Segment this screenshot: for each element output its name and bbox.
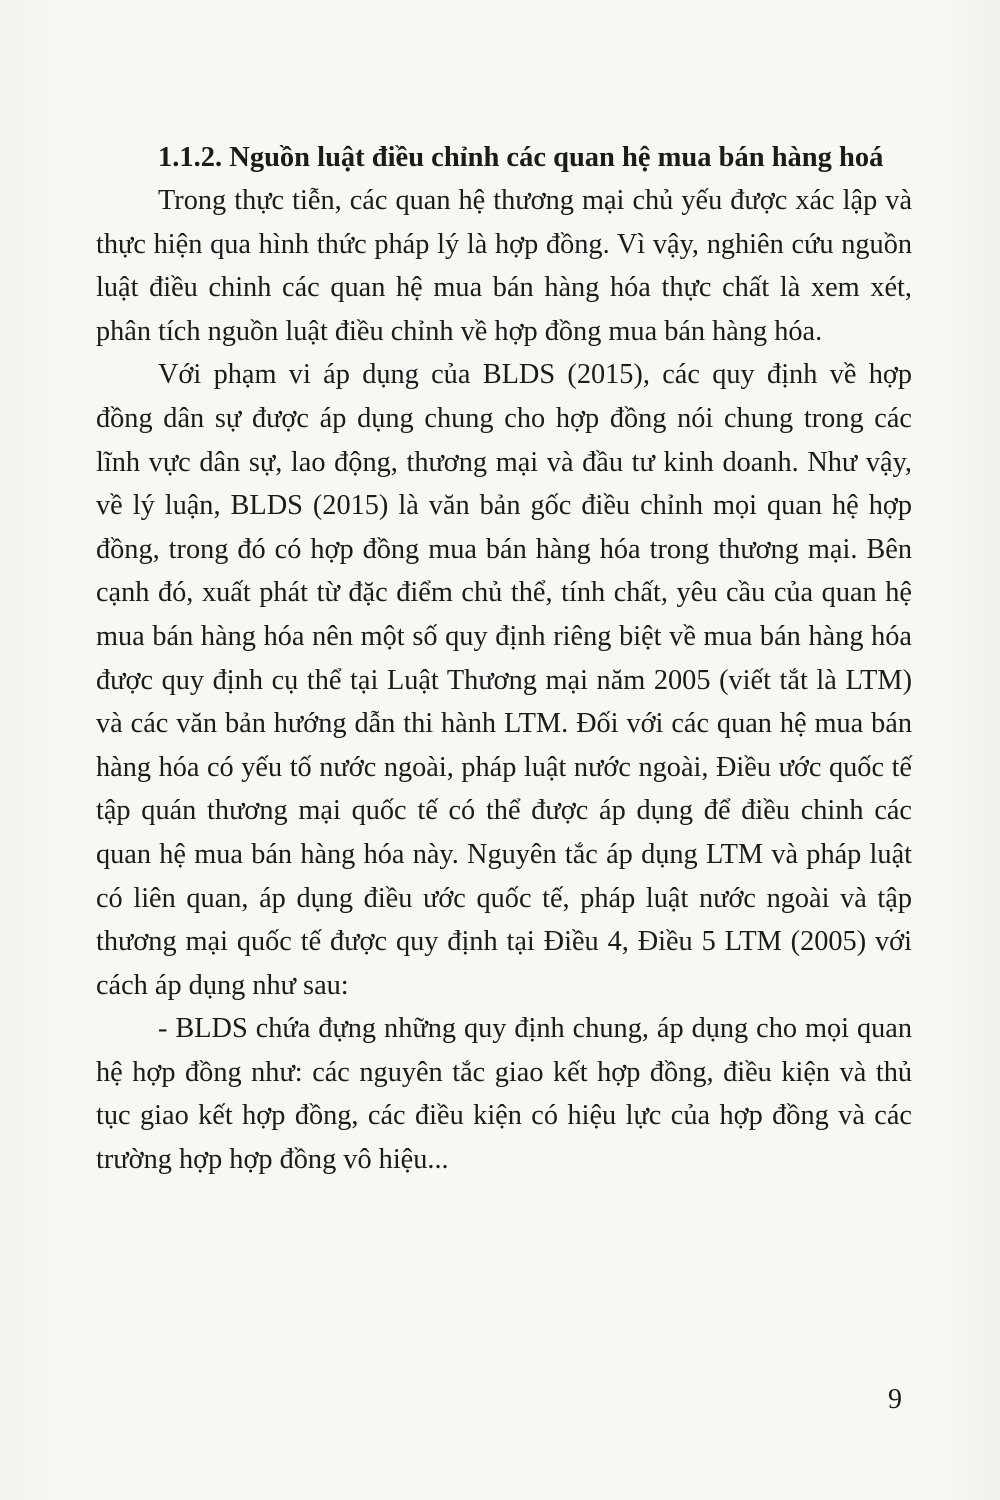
section-heading: 1.1.2. Nguồn luật điều chỉnh các quan hệ mua bán hàng hoá xyxy=(158,142,884,173)
page-body xyxy=(96,136,912,1182)
paragraph-2: Với phạm vi áp dụng của BLDS (2015), các quy định về hợp đồng dân sự được áp dụng chung cho hợp đồng nói chung trong các lĩnh vực dân sự, lao động, thương mại và đầu tư kinh doanh. Như vậy, về lý luận, BLDS (2015) là văn bản gốc điều chỉnh mọi quan hệ hợp đồng, trong đó có hợp đồng mua bán hàng hóa trong thương mại. Bên cạnh đó, xuất phát từ đặc điểm chủ thể, tính chất, yêu cầu của quan hệ mua bán hàng hóa nên một số quy định riêng biệt về mua bán hàng hóa được quy định cụ thể tại Luật Thương mại năm 2005 (viết tắt là LTM) và các văn bản hướng dẫn thi hành LTM. Đối với các quan hệ mua bán hàng hóa có yếu tố nước ngoài, pháp luật nước ngoài, Điều ước quốc tế tập quán thương mại quốc tế có thể được áp dụng để điều chinh các quan hệ mua bán hàng hóa này. Nguyên tắc áp dụng LTM và pháp luật có liên quan, áp dụng điều ước quốc tế, pháp luật nước ngoài và tập thương mại quốc tế được quy định tại Điều 4, Điều 5 LTM (2005) với cách áp dụng như sau: xyxy=(96,359,912,1001)
paragraph-1: Trong thực tiễn, các quan hệ thương mại chủ yếu được xác lập và thực hiện qua hình thức pháp lý là hợp đồng. Vì vậy, nghiên cứu nguồn luật điều chinh các quan hệ mua bán hàng hóa thực chất là xem xét, phân tích nguồn luật điều chỉnh về hợp đồng mua bán hàng hóa. xyxy=(96,185,912,347)
page-number: 9 xyxy=(888,1384,902,1415)
paragraph-3: - BLDS chứa đựng những quy định chung, áp dụng cho mọi quan hệ hợp đồng như: các nguyên tắc giao kết hợp đồng, điều kiện và thủ tục giao kết hợp đồng, các điều kiện có hiệu lực của hợp đồng và các trường hợp hợp đồng vô hiệu... xyxy=(96,1013,912,1176)
